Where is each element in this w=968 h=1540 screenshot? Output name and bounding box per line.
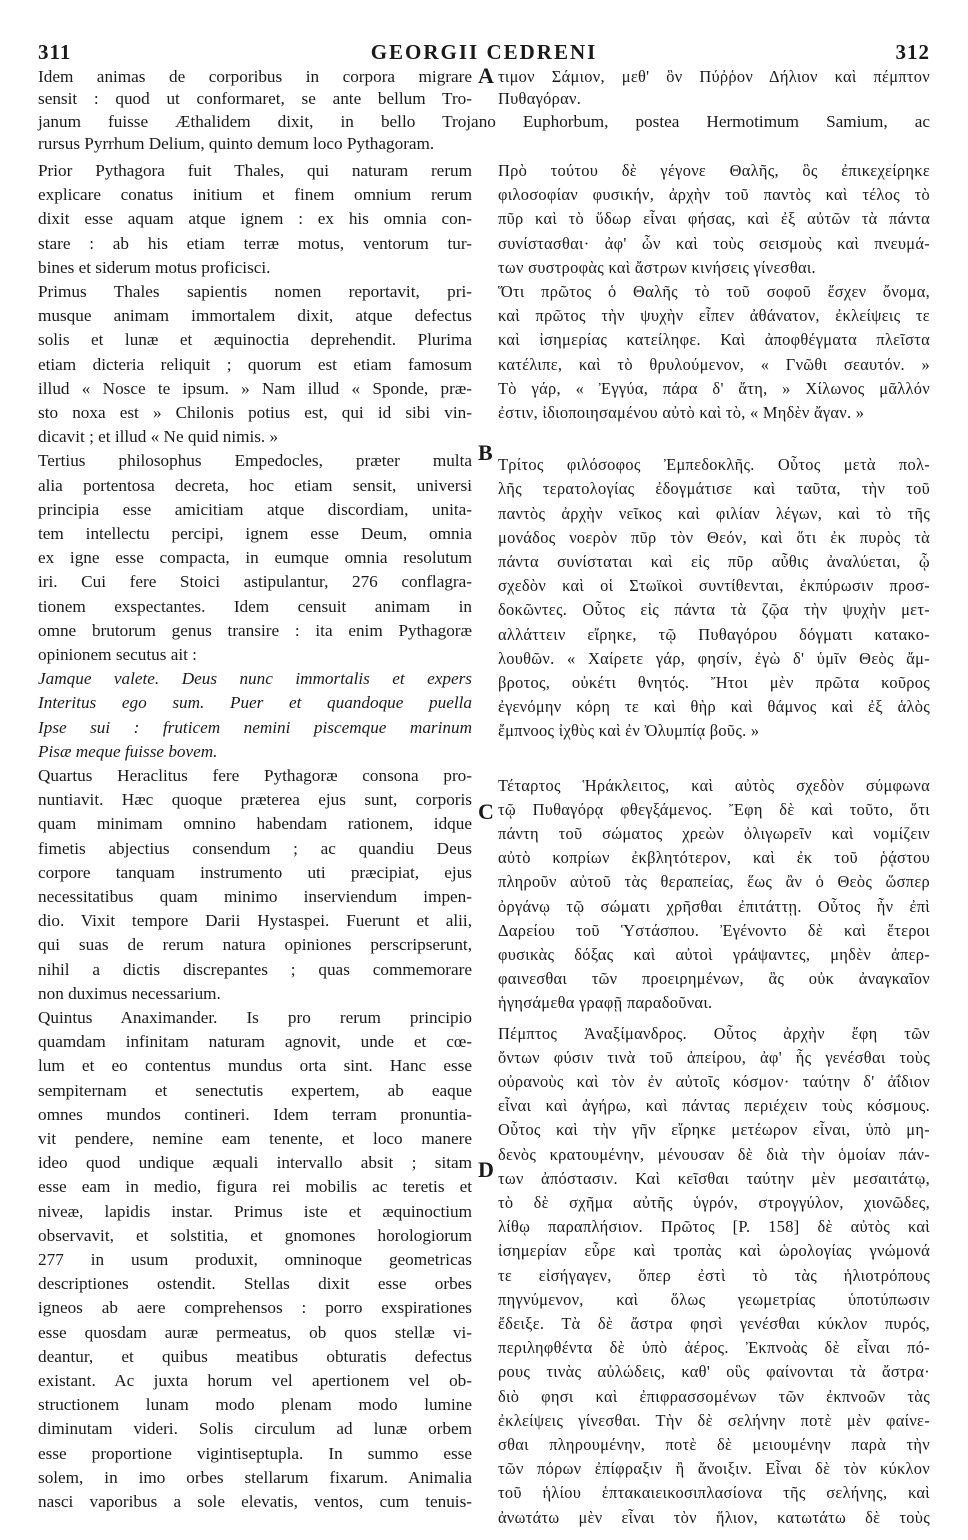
latin-line: Interitus ego sum. Puer et quandoque puella xyxy=(38,693,472,713)
latin-line: solem, in imo orbes stellarum fixarum. Animalia xyxy=(38,1467,472,1487)
greek-line: ἐκλείψεις γίνεσθαι. Τὴν δὲ σελήνην ποτὲ μὲν φαίνε- xyxy=(498,1410,930,1430)
latin-line: Quartus Heraclitus fere Pythagoræ consona pro- xyxy=(38,766,472,785)
greek-line: τε εἰσήγαγεν, ὅπερ ἐστὶ τὸ τὰς ἡλιοτρόπους xyxy=(498,1265,930,1285)
latin-line: iri. Cui fere Stoici astipulantur, 276 conflagra- xyxy=(38,572,472,592)
page-number-left: 311 xyxy=(38,40,72,64)
latin-line: nuntiavit. Hæc quoque præterea ejus sunt, corporis xyxy=(38,790,472,810)
greek-line: φυσικὰς δόξας καὶ αὐτοὶ γράψαντες, μηδὲν ἀπερ- xyxy=(498,945,930,964)
greek-line: διὸ φησι καὶ ἐπιφρασσομένων τῶν ἐκπνοῶν τὰς xyxy=(498,1386,930,1406)
latin-line: quamdam infinitam naturam agnovit, unde et cœ- xyxy=(38,1032,472,1052)
greek-line: Τέταρτος Ἡράκλειτος, καὶ αὐτὸς σχεδὸν σύμφωνα xyxy=(498,775,930,795)
full-width-line: rursus Pyrrhum Delium, quinto demum loco Pythagoram. xyxy=(38,134,435,153)
margin-marker: D xyxy=(478,1157,494,1182)
greek-line: τὸ δὲ σχῆμα αὐτῆς ὑγρόν, στρογγύλον, χιονῶδες, xyxy=(498,1193,930,1212)
latin-line: sempiternam et senectutis expertem, ab eaque xyxy=(38,1080,472,1100)
latin-line: Ipse sui : fruticem nemini piscemque marinum xyxy=(38,717,472,737)
latin-line: Pisæ meque fuisse bovem. xyxy=(38,741,218,761)
latin-line: Jamque valete. Deus nunc immortalis et expers xyxy=(38,669,472,689)
greek-line: ρους τινὰς αὐλώδεις, καθ' οὓς φαίνονται τὰ ἄστρα· xyxy=(498,1362,930,1382)
margin-marker: C xyxy=(478,799,494,824)
greek-line: εἶναι καὶ ἀγήρω, καὶ πάντας περιέχειν τοὺς κόσμους. xyxy=(498,1096,930,1116)
latin-line: nasci vaporibus a sole elevatis, ventos, cum tenuis- xyxy=(38,1492,472,1511)
latin-line: dicavit ; et illud « Ne quid nimis. » xyxy=(38,427,279,447)
latin-line: omnes mundos contineri. Idem terram pronuntia- xyxy=(38,1104,472,1124)
greek-line: Τὸ γάρ, « Ἐγγύα, πάρα δ' ἄτη, » Χίλωνος μᾶλλόν xyxy=(498,378,930,398)
greek-line: αλλάττειν εἴρηκε, τῷ Πυθαγόρου δόγματι κατακο- xyxy=(498,624,930,644)
latin-line: esse quosdam auræ permeatus, ob quos stellæ vi- xyxy=(38,1322,472,1342)
latin-line: musque animam immortalem dixit, atque defectus xyxy=(38,306,472,326)
full-width-line: janum fuisse Æthalidem dixit, in bello Trojano Euphorbum, postea Hermotimum Samium, ac xyxy=(38,112,930,131)
greek-line: πάντη τοῦ σώματος χρεὼν ὀλιγωρεῖν καὶ νομίζειν xyxy=(498,824,930,843)
greek-line: ἐστιν, ἰδιοποιησαμένου αὐτὸ καὶ τὸ, « Μηδὲν ἄγαν. » xyxy=(498,403,865,422)
greek-line: σθαι πληρουμένην, ποτὲ δὲ μειουμένην παρὰ τὴν xyxy=(498,1435,930,1454)
greek-line: Ὅτι πρῶτος ὁ Θαλῆς τὸ τοῦ σοφοῦ ἔσχεν ὄνομα, xyxy=(498,282,930,301)
greek-line: αὐτὸ κοπρίων ἐκβλητότερον, καὶ ἐκ τοῦ ῥᾴστου xyxy=(498,848,930,868)
greek-line: καὶ ἰσημερίας κατείληφε. Καὶ ἀποφθέγματα πλεῖστα xyxy=(498,330,930,350)
latin-line: deantur, et quibus meatibus obturatis defectus xyxy=(38,1346,472,1366)
greek-line: ὀργάνῳ τῷ σώματι χρῆσθαι ἐπιτάττῃ. Οὗτος ἦν ἐπὶ xyxy=(498,896,930,916)
greek-line: τοῦ ἡλίου ἑπτακαιεικοσιπλασίονα τῆς σελήνης, καὶ xyxy=(498,1483,930,1503)
latin-line: qui suas de rerum natura opiniones perscripserunt, xyxy=(38,935,472,955)
greek-line: Οὗτος καὶ τὴν γῆν εἴρηκε μετέωρον εἶναι, ὑπὸ μη- xyxy=(498,1120,930,1140)
greek-line: σχεδὸν καὶ οἱ Στωϊκοὶ συντίθενται, ἐκπύρωσιν προσ- xyxy=(498,576,930,596)
greek-line: συνίστασθαι· ἀφ' ὧν καὶ τοὺς σεισμοὺς καὶ πνευμά- xyxy=(498,233,930,253)
latin-line: alia portentosa decreta, hoc etiam sensit, universi xyxy=(38,475,472,495)
latin-line: Tertius philosophus Empedocles, præter multa xyxy=(38,451,472,471)
latin-line: 277 in usum produxit, omninoque geometricas xyxy=(38,1250,472,1269)
latin-line: Prior Pythagora fuit Thales, qui naturam rerum xyxy=(38,161,472,180)
greek-line: φιλοσοφίαν φυσικήν, ἀρχὴν τοῦ παντὸς καὶ τέλος τὸ xyxy=(498,185,930,205)
greek-line: βροτος, οὐκέτι θνητός. Ἤτοι μὲν πρῶτα κοῦρος xyxy=(498,673,930,692)
greek-line: πηγνύμενον, καὶ ὅλως γεωμετρίας ὑποτύπωσιν xyxy=(498,1289,930,1309)
latin-line: tem intellectu percipi, ignem esse Deum, omnia xyxy=(38,524,472,543)
greek-line: ὄντων φύσιν τινὰ τοῦ ἀπείρου, ἀφ' ἧς γενέσθαι τοὺς xyxy=(498,1047,930,1067)
greek-line: παντὸς ἀρχὴν νεῖκος καὶ φιλίαν λέγων, καὶ τὸ τῆς xyxy=(498,503,930,523)
greek-line: των συστροφὰς καὶ ἄστρων κινήσεις γίνεσθαι. xyxy=(498,257,816,277)
latin-line: explicare conatus initium et finem omnium rerum xyxy=(38,185,472,205)
greek-line: πάντα συνίσταται καὶ εἰς πῦρ αὖθις ἀναλύεται, ᾧ xyxy=(498,552,930,571)
greek-line: τῷ Πυθαγόρᾳ φθεγξάμενος. Ἔφη δὲ καὶ τοῦτο, ὅτι xyxy=(498,799,930,819)
latin-line: ex igne esse compacta, in eumque omnia resolutum xyxy=(38,548,472,568)
greek-line: οὐρανοὺς καὶ τὸν ἐν αὐτοῖς κόσμον· ταύτην δ' ἀΐδιον xyxy=(498,1072,930,1091)
greek-line: τιμον Σάμιον, μεθ' ὃν Πύῤῥον Δήλιον καὶ πέμπτον xyxy=(498,67,930,86)
latin-line: existant. Ac juxta horum vel apertionem vel ob- xyxy=(38,1371,472,1390)
greek-line: μονάδος νοερὸν πῦρ τὸν Θεόν, καὶ ὅτι ἐκ πυρὸς τὰ xyxy=(498,527,930,547)
latin-line: corpore tanquam instrumento uti præcipiat, ejus xyxy=(38,862,472,882)
latin-line: igneos ab aere comprehensos : porro exspirationes xyxy=(38,1298,472,1318)
latin-line: lum et eo contentus mundus orta sint. Hanc esse xyxy=(38,1056,472,1076)
greek-line: τῶν πόρων ἐπίφραξιν ἢ ἄνοιξιν. Εἶναι δὲ τὸν κύκλον xyxy=(498,1459,930,1479)
greek-line: κατέλιπε, καὶ τὸ θρυλούμενον, « Γνῶθι σεαυτόν. » xyxy=(498,354,930,374)
greek-line: ἀνωτάτω μὲν εἶναι τὸν ἥλιον, κατωτάτω δὲ τοὺς xyxy=(498,1507,930,1527)
page-number-right: 312 xyxy=(895,40,930,64)
latin-line: niveæ, lapidis instar. Primus iste et æquinoctium xyxy=(38,1201,472,1221)
greek-line: πῦρ καὶ τὸ ὕδωρ εἶναι φήσας, καὶ ἐξ αὐτῶν τὰ πάντα xyxy=(498,209,930,229)
greek-line: των ἀπόστασιν. Καὶ κεῖσθαι ταύτην μὲν μεσαιτάτῳ, xyxy=(498,1168,930,1188)
greek-line: λίθῳ παραπλήσιον. Πρῶτος [P. 158] δὲ αὐτὸς καὶ xyxy=(498,1217,930,1237)
latin-line: vit pendere, nemine eam tenente, et loco manere xyxy=(38,1129,472,1148)
latin-line: descriptiones ostendit. Stellas dixit esse orbes xyxy=(38,1274,472,1294)
latin-line: observavit, et solstitia, et gnomones horologiorum xyxy=(38,1225,472,1245)
latin-line: ideo quod undique æquali intervallo absit ; sitam xyxy=(38,1153,472,1173)
greek-line: φαινεσθαι τῶν προειρημένων, ἃς οὐκ ἀναγκαῖον xyxy=(498,969,930,989)
latin-line: structionem lunam modo plenam modo lumine xyxy=(38,1395,472,1415)
latin-line: stare : ab his etiam terræ motus, ventorum tur- xyxy=(38,233,472,253)
latin-line: solis et lunæ et æquinoctia deprehendit. Plurima xyxy=(38,330,472,350)
latin-line: Primus Thales sapientis nomen reportavit, pri- xyxy=(38,282,472,301)
latin-line: sensit : quod ut conformaret, se ante bellum Tro- xyxy=(38,89,472,108)
latin-line: Idem animas de corporibus in corpora migrare xyxy=(38,67,472,86)
greek-line: περιληφθέντα δὲ ὑπὸ ἀέρος. Ἐκπνοὰς δὲ εἶναι πό- xyxy=(498,1338,930,1358)
latin-line: principia esse amicitiam atque discordiam, unita- xyxy=(38,499,472,519)
greek-line: λουθῶν. « Χαίρετε γάρ, φησίν, ἐγὼ δ' ὑμῖν Θεὸς ἄμ- xyxy=(498,648,930,668)
latin-line: dio. Vixit tempore Darii Hystaspei. Fuerunt et alii, xyxy=(38,911,472,931)
latin-line: dixit esse aquam atque ignem : ex his omnia con- xyxy=(38,209,472,229)
greek-line: ἰσημερίαν εὗρε καὶ τροπὰς καὶ ὡρολογίας γνώμονά xyxy=(498,1241,930,1261)
greek-line: λῆς τερατολογίας ἐδογμάτισε καὶ ταῦτα, τὴν τοῦ xyxy=(498,479,930,499)
latin-line: diminutam videri. Solis circulum ad lunæ orbem xyxy=(38,1419,472,1439)
latin-line: tionem exspectantes. Idem censuit animam in xyxy=(38,596,472,616)
greek-line: δοκῶντες. Οὗτος εἰς πάντα τὰ ζῷα τὴν ψυχὴν μετ- xyxy=(498,600,930,620)
latin-line: fimetis abjectius consendum ; ac quandiu Deus xyxy=(38,838,472,858)
margin-marker: A xyxy=(478,63,494,88)
latin-line: opinionem secutus ait : xyxy=(38,645,197,664)
latin-line: sto noxa est » Chilonis potius est, qui id sibi vin- xyxy=(38,403,472,422)
latin-line: etiam dicteria reliquit ; quorum est etiam famosum xyxy=(38,354,472,374)
greek-line: ἔμπνοος ἰχθὺς καὶ ἐν Ὀλυμπίᾳ βοῦς. » xyxy=(498,721,760,741)
latin-line: esse eam in medio, figura rei mobilis ac teretis et xyxy=(38,1177,472,1197)
greek-line: καὶ πρῶτος τὴν ψυχὴν εἶπεν ἀθάνατον, ἐκλείψεις τε xyxy=(498,306,930,326)
greek-line: Πυθαγόραν. xyxy=(498,89,582,108)
latin-line: bines et siderum motus proficisci. xyxy=(38,257,271,277)
latin-line: omne brutorum genus transire : ita enim Pythagoræ xyxy=(38,620,472,640)
greek-line: Τρίτος φιλόσοφος Ἐμπεδοκλῆς. Οὗτος μετὰ πολ- xyxy=(498,455,930,475)
greek-line: ἔδειξε. Τὰ δὲ ἄστρα φησὶ γενέσθαι κύκλον πυρός, xyxy=(498,1314,930,1333)
latin-line: illud « Nosce te ipsum. » Nam illud « Sponde, præ- xyxy=(38,378,472,398)
margin-marker: B xyxy=(478,440,493,465)
latin-line: necessitatibus quam minimo inserviendum impen- xyxy=(38,887,472,906)
latin-line: nihil a dictis discrepantes ; quas commemorare xyxy=(38,959,472,979)
greek-line: Πέμπτος Ἀναξίμανδρος. Οὗτος ἀρχὴν ἔφη τῶν xyxy=(498,1023,930,1043)
greek-line: ἐγενόμην κόρη τε καὶ θὴρ καὶ θάμνος καὶ ἐξ ἁλὸς xyxy=(498,697,930,717)
greek-line: ἡγησάμεθα γραφῇ παραδοῦναι. xyxy=(498,993,713,1013)
greek-line: Πρὸ τούτου δὲ γέγονε Θαλῆς, ὃς ἐπικεχείρηκε xyxy=(498,161,930,180)
greek-line: Δαρείου τοῦ Ὑστάσπου. Ἐγένοντο δὲ καὶ ἕτεροι xyxy=(498,920,930,940)
greek-line: δενὸς κρατουμένην, μένουσαν δὲ διὰ τὴν ὁμοίαν πάν- xyxy=(498,1144,930,1164)
latin-line: quam minimam omnino habendam rationem, idque xyxy=(38,814,472,834)
latin-line: Quintus Anaximander. Is pro rerum principio xyxy=(38,1008,472,1027)
latin-line: non duximus necessarium. xyxy=(38,983,221,1003)
latin-line: esse proportione vigintiseptupla. In summo esse xyxy=(38,1443,472,1463)
greek-line: πληροῦν αὐτοῦ τὰς θεραπείας, ἕως ἂν ὁ Θεὸς ὥσπερ xyxy=(498,872,930,892)
running-title: GEORGII CEDRENI xyxy=(370,40,598,64)
